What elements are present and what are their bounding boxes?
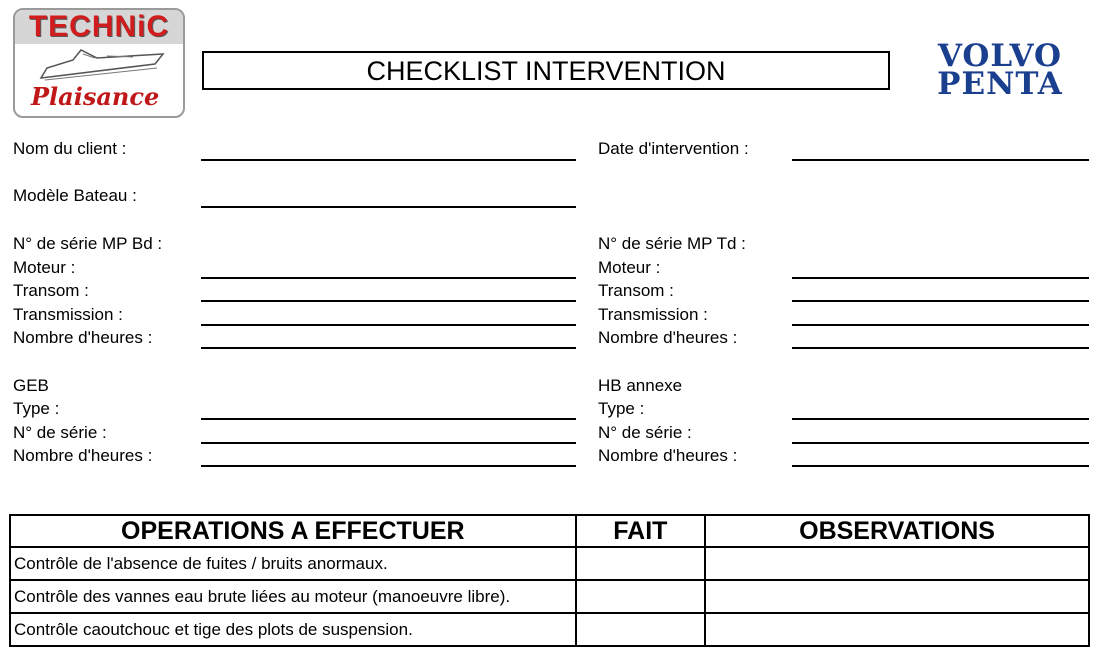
hb-hours-label: Nombre d'heures : bbox=[598, 446, 738, 465]
engine-right-hours-field[interactable] bbox=[792, 347, 1089, 349]
engine-left-title: N° de série MP Bd : bbox=[13, 234, 163, 253]
penta-text: PENTA bbox=[937, 66, 1063, 102]
engine-right-hours-label: Nombre d'heures : bbox=[598, 328, 738, 347]
intervention-date-label: Date d'intervention : bbox=[598, 139, 749, 158]
operations-column-header: OPERATIONS A EFFECTUER bbox=[10, 515, 576, 547]
engine-right-transom-field[interactable] bbox=[792, 300, 1089, 302]
client-name-label: Nom du client : bbox=[13, 139, 127, 158]
engine-left-transom-label: Transom : bbox=[13, 281, 89, 300]
intervention-date-field[interactable] bbox=[792, 159, 1089, 161]
engine-left-transom-field[interactable] bbox=[201, 300, 576, 302]
logo-technic-text: TECHNiC bbox=[15, 10, 183, 44]
hb-title: HB annexe bbox=[598, 376, 683, 395]
client-name-field[interactable] bbox=[201, 159, 576, 161]
engine-right-transom-label: Transom : bbox=[598, 281, 674, 300]
geb-title: GEB bbox=[13, 376, 49, 395]
engine-right-transmission-field[interactable] bbox=[792, 324, 1089, 326]
engine-right-moteur-field[interactable] bbox=[792, 277, 1089, 279]
engine-left-hours-field[interactable] bbox=[201, 347, 576, 349]
engine-left-transmission-field[interactable] bbox=[201, 324, 576, 326]
fait-cell[interactable] bbox=[576, 547, 706, 580]
engine-left-moteur-field[interactable] bbox=[201, 277, 576, 279]
hb-serial-label: N° de série : bbox=[598, 423, 692, 442]
geb-serial-label: N° de série : bbox=[13, 423, 107, 442]
geb-type-label: Type : bbox=[13, 399, 60, 418]
engine-right-transmission-label: Transmission : bbox=[598, 305, 708, 324]
geb-type-field[interactable] bbox=[201, 418, 576, 420]
observations-column-header: OBSERVATIONS bbox=[705, 515, 1089, 547]
observation-cell[interactable] bbox=[705, 547, 1089, 580]
table-row bbox=[10, 580, 1089, 613]
operation-cell: Contrôle caoutchouc et tige des plots de suspension. bbox=[10, 613, 576, 646]
fait-column-header: FAIT bbox=[576, 515, 706, 547]
observation-cell[interactable] bbox=[705, 613, 1089, 646]
logo-plaisance-text: Plaisance bbox=[31, 82, 160, 111]
table-header-row bbox=[10, 515, 1089, 547]
engine-left-moteur-label: Moteur : bbox=[13, 258, 76, 277]
operations-table bbox=[9, 514, 1090, 647]
engine-left-transmission-label: Transmission : bbox=[13, 305, 123, 324]
fait-cell[interactable] bbox=[576, 613, 706, 646]
operation-cell: Contrôle des vannes eau brute liées au moteur (manoeuvre libre). bbox=[10, 580, 576, 613]
hb-type-field[interactable] bbox=[792, 418, 1089, 420]
operation-cell: Contrôle de l'absence de fuites / bruits anormaux. bbox=[10, 547, 576, 580]
observation-cell[interactable] bbox=[705, 580, 1089, 613]
volvo-text: VOLVO bbox=[937, 38, 1063, 74]
hb-hours-field[interactable] bbox=[792, 465, 1089, 467]
technic-plaisance-logo bbox=[13, 8, 185, 118]
engine-right-moteur-label: Moteur : bbox=[598, 258, 661, 277]
volvo-penta-logo bbox=[920, 38, 1080, 102]
fait-cell[interactable] bbox=[576, 580, 706, 613]
geb-hours-label: Nombre d'heures : bbox=[13, 446, 153, 465]
boat-model-label: Modèle Bateau : bbox=[13, 186, 137, 205]
page-title: CHECKLIST INTERVENTION bbox=[202, 51, 890, 90]
hb-type-label: Type : bbox=[598, 399, 645, 418]
geb-hours-field[interactable] bbox=[201, 465, 576, 467]
hb-serial-field[interactable] bbox=[792, 442, 1089, 444]
geb-serial-field[interactable] bbox=[201, 442, 576, 444]
engine-left-hours-label: Nombre d'heures : bbox=[13, 328, 153, 347]
engine-right-title: N° de série MP Td : bbox=[598, 234, 746, 253]
table-row bbox=[10, 547, 1089, 580]
table-row bbox=[10, 613, 1089, 646]
boat-model-field[interactable] bbox=[201, 206, 576, 208]
